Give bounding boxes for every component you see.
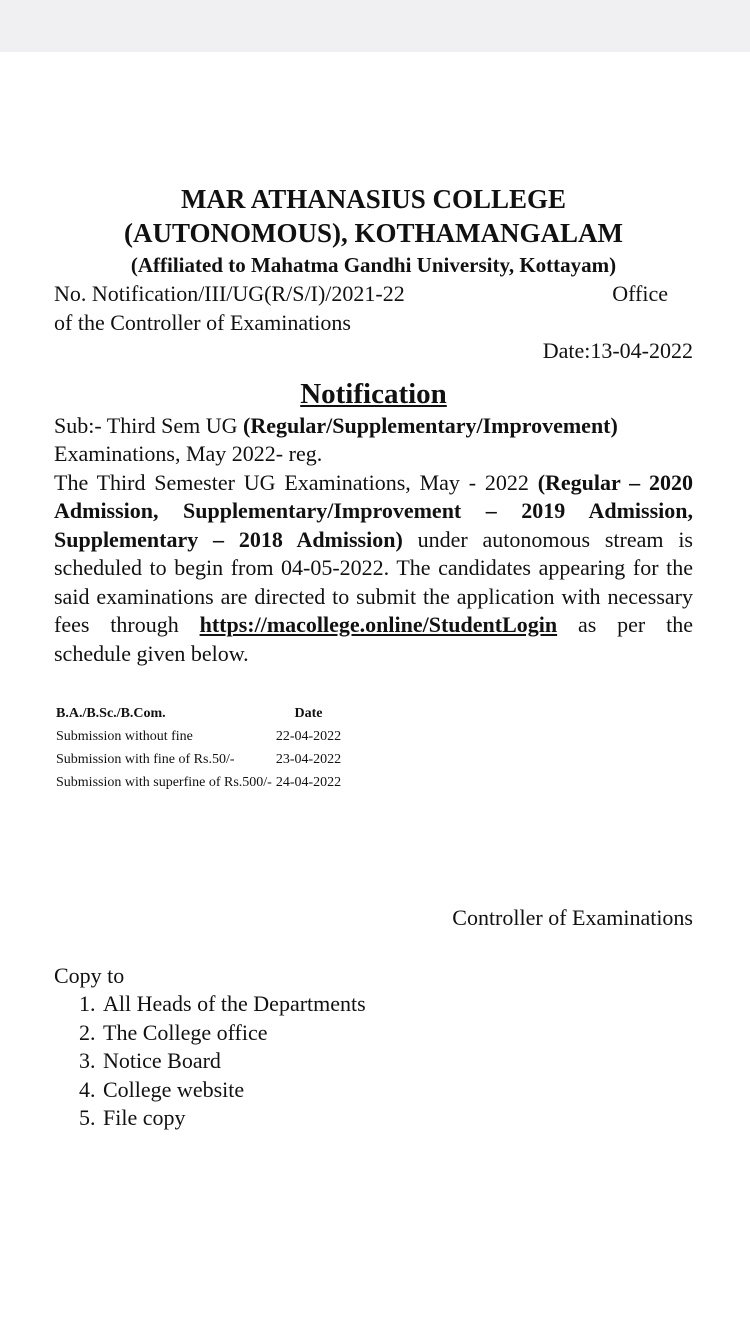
affiliation-line: (Affiliated to Mahatma Gandhi University, Kottayam)	[130, 253, 617, 277]
schedule-course-header: B.A./B.Sc./B.Com.	[56, 706, 166, 721]
paragraph-start: The Third Semester UG Examinations, May - 2022	[54, 469, 538, 495]
list-text: The College office	[103, 1019, 268, 1045]
notification-title: Notification	[300, 377, 447, 410]
schedule-row-date: 24-04-2022	[275, 775, 342, 790]
reference-number: No. Notification/III/UG(R/S/I)/2021-22	[54, 281, 405, 306]
list-number: 5.	[79, 1105, 96, 1130]
paragraph-end: as per the schedule given below.	[54, 612, 693, 666]
paragraph-bold: (Regular – 2020 Admission, Supplementary/Improvement – 2019 Admission, Supplementary – 2018 Admission)	[54, 469, 693, 552]
schedule-row	[54, 725, 343, 748]
schedule-header-row	[54, 702, 343, 725]
list-item	[79, 990, 693, 1019]
schedule-date-header: Date	[294, 706, 323, 721]
schedule-row-label: Submission without fine	[56, 729, 193, 744]
reference-block	[54, 280, 693, 366]
schedule-row-date: 22-04-2022	[275, 729, 342, 744]
list-item	[79, 1019, 693, 1048]
college-name-line1: MAR ATHANASIUS COLLEGE	[180, 184, 567, 214]
subject-bold: (Regular/Supplementary/Improvement)	[243, 412, 618, 438]
list-text: File copy	[103, 1105, 186, 1130]
office-label-continued: of the Controller of Examinations	[54, 309, 351, 335]
list-text: All Heads of the Departments	[103, 991, 366, 1016]
office-label: Office	[612, 281, 668, 306]
browser-top-bar	[0, 0, 750, 52]
list-text: College website	[103, 1076, 245, 1102]
subject-prefix: Sub:- Third Sem UG	[54, 412, 244, 438]
notification-document	[54, 182, 693, 1133]
list-text: Notice Board	[103, 1048, 221, 1073]
notification-date: Date:13-04-2022	[542, 338, 693, 363]
list-number: 1.	[79, 991, 96, 1016]
student-login-link[interactable]: https://macollege.online/StudentLogin	[199, 612, 558, 637]
copy-to-heading: Copy to	[54, 962, 125, 988]
list-item	[79, 1104, 693, 1133]
paragraph-middle: under autonomous stream is scheduled to begin from 04-05-2022. The candidates appearing for the said examinations are directed to submit the application with necessary fees through	[54, 526, 693, 637]
schedule-row-label: Submission with superfine of Rs.500/-	[56, 775, 272, 790]
subject-line	[54, 412, 693, 469]
notification-paragraph	[54, 469, 693, 669]
list-number: 4.	[79, 1076, 96, 1102]
schedule-row-label: Submission with fine of Rs.50/-	[56, 752, 235, 767]
schedule-row	[54, 771, 343, 794]
subject-suffix: Examinations, May 2022- reg.	[54, 441, 323, 466]
copy-to-list	[54, 990, 693, 1133]
list-number: 3.	[79, 1048, 96, 1073]
list-item	[79, 1047, 693, 1076]
list-item	[79, 1076, 693, 1105]
schedule-row	[54, 748, 343, 771]
schedule-row-date: 23-04-2022	[275, 752, 342, 767]
signature: Controller of Examinations	[452, 905, 693, 930]
schedule-table	[54, 702, 343, 794]
list-number: 2.	[79, 1019, 96, 1045]
college-name-line2: (AUTONOMOUS), KOTHAMANGALAM	[124, 218, 623, 248]
